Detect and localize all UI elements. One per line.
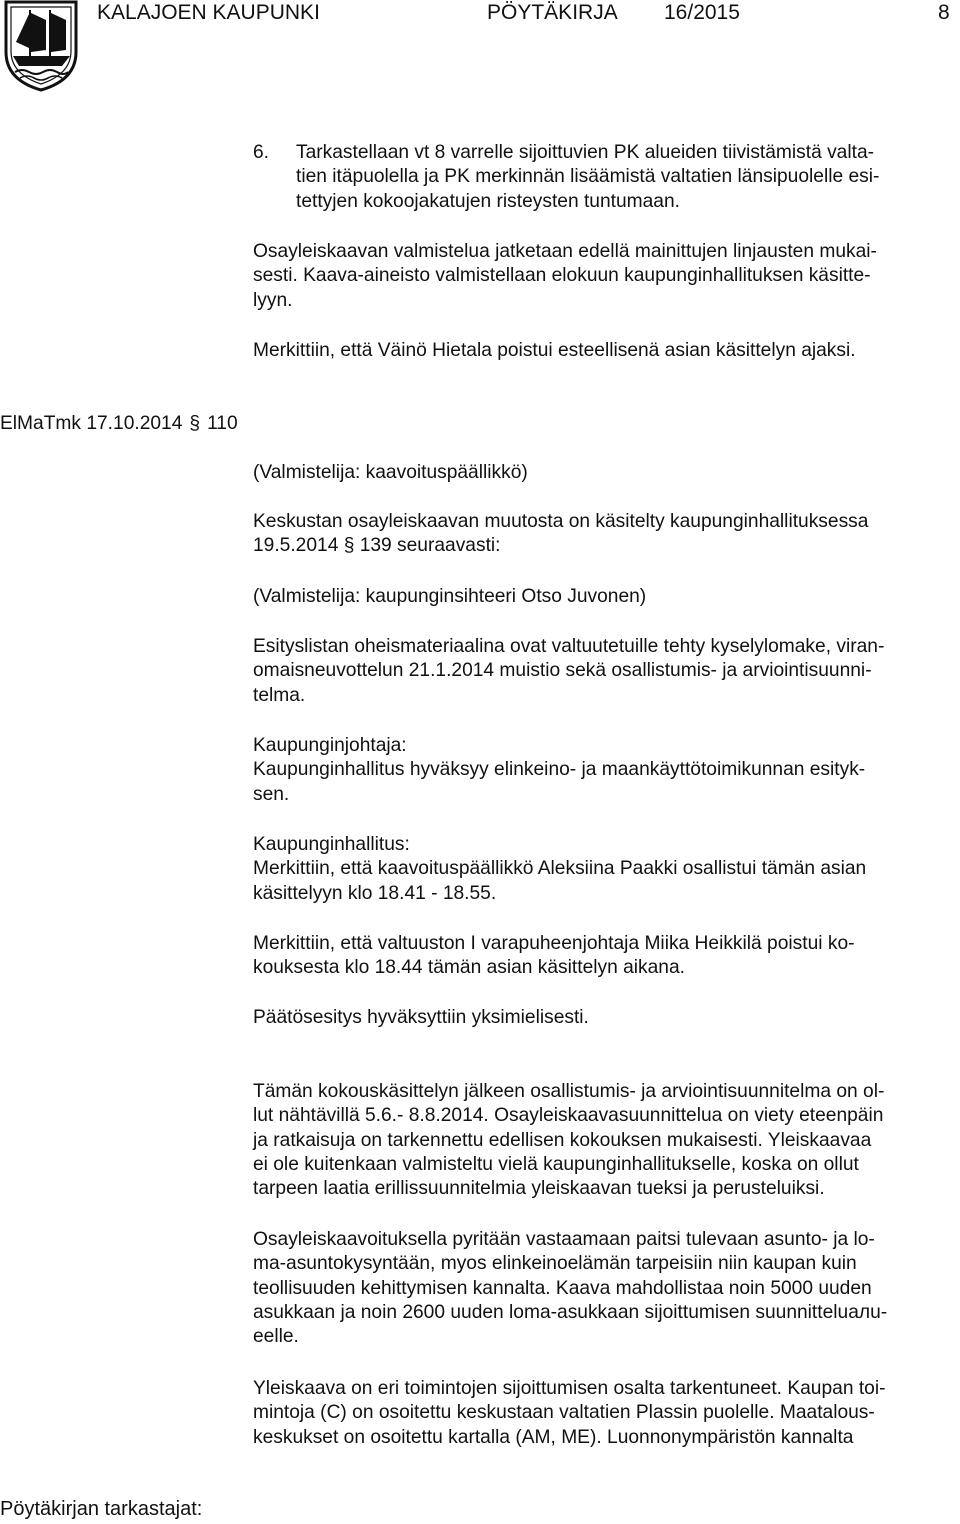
text-line: lut nähtävillä 5.6.- 8.8.2014. Osayleiskaavasuunnittelua on viety eteenpäin [253,1105,884,1127]
paragraph-heikkila [253,932,855,981]
section-prefix: ElMaTmk 17.10.2014 [0,413,183,434]
text-line: 19.5.2014 § 139 seuraavasti: [253,535,501,557]
text-line: teollisuuden kehittymisen kannalta. Kaava mahdollistaa noin 5000 uuden [253,1277,872,1299]
text-line: Osayleiskaavoituksella pyritään vastaamaan paitsi tulevaan asunto- ja lo- [253,1229,875,1250]
item-number: 6. [253,142,270,163]
footer-label: Pöytäkirjan tarkastajat: [0,1498,203,1520]
item-6-text [296,141,879,214]
text-line: Kaupunginhallitus hyväksyy elinkeino- ja maankäyttötoimikunnan esityk- [253,759,866,781]
text-line: sen. [253,783,290,805]
text-line: Merkittiin, että kaavoituspäällikkö Aleksiina Paakki osallistui tämän asian [253,858,867,880]
text-line: Osayleiskaavan valmistelua jatketaan edellä mainittujen linjausten mukai- [253,241,877,262]
text-line: sesti. Kaava-aineisto valmistellaan elokuun kaupunginhallituksen käsitte- [253,265,871,287]
text-line: lyyn. [253,289,293,311]
paragraph-yleiskaava [253,1377,885,1450]
text-line: mintoja (C) on osoitettu keskustaan valtatien Plassin puolelle. Maatalous- [253,1402,875,1424]
paragraph-hietala: Merkittiin, että Väinö Hietala poistui esteellisenä asian käsittelyn ajaksi. [253,340,856,361]
text-line: Tämän kokouskäsittelyn jälkeen osallistumis- ja arviointisuunnitelma on ol- [253,1081,885,1102]
text-line: Keskustan osayleiskaavan muutosta on käsitelty kaupunginhallituksessa [253,511,869,532]
text-line: Esityslistan oheismateriaalina ovat valtuutetuille tehty kyselylomake, viran- [253,636,885,657]
paragraph-taman [253,1080,884,1201]
text-line: asukkaan ja noin 2600 uuden loma-asukkaan sijoittumisen suunnitteluaлu- [253,1301,888,1323]
text-line: ma-asuntokysyntään, myos elinkeinoelämän tarpeisiin niin kaupan kuin [253,1253,857,1275]
text-line: eelle. [253,1326,299,1348]
text-line: Yleiskaava on eri toimintojen sijoittumisen osalta tarkentuneet. Kaupan toi- [253,1378,886,1399]
section-reference [0,412,238,436]
paragraph-kaupunginjohtaja [253,734,865,807]
header-org: KALAJOEN KAUPUNKI [97,1,320,24]
paragraph-valmistelija-1: (Valmistelija: kaavoituspäällikkö) [253,462,528,483]
header-doc-type: PÖYTÄKIRJA [487,1,618,24]
header-doc-number: 16/2015 [664,1,740,24]
text-line: kouksesta klo 18.44 tämän asian käsittelyn aikana. [253,957,685,979]
paragraph-esityslistan [253,635,884,708]
paragraph-valmistelija-2: (Valmistelija: kaupunginsihteeri Otso Juvonen) [253,586,647,607]
paragraph-keskustan [253,510,868,559]
text-line: ei ole kuitenkaan valmisteltu vielä kaupunginhallitukselle, koska on ollut [253,1153,859,1175]
text-line: ja ratkaisuja on tarkennettu edellisen kokouksen mukaisesti. Yleiskaavaa [253,1129,872,1151]
text-line: käsittelyyn klo 18.41 - 18.55. [253,882,497,904]
text-line: Tarkastellaan vt 8 varrelle sijoittuvien PK alueiden tiivistämistä valta- [296,142,875,163]
text-line: omaisneuvottelun 21.1.2014 muistio sekä osallistumis- ja arviointisuunni- [253,660,872,682]
text-line: Kaupunginhallitus: [253,834,410,855]
text-line: tettyjen kokoojakatujen risteysten tuntumaan. [296,190,680,212]
text-line: tarpeen laatia erillissuunnitelmia yleiskaavan tueksi ja perusteluiksi. [253,1178,825,1200]
section-symbol: § [189,413,201,434]
text-line: telma. [253,684,306,706]
paragraph-osayleiskaavoituksella [253,1228,887,1349]
text-line: tien itäpuolella ja PK merkinnän lisäämistä valtatien länsipuolelle esi- [296,166,880,188]
text-line: keskukset on osoitettu kartalla (AM, ME). Luonnonympäristön kannalta [253,1426,854,1448]
section-number: 110 [207,413,238,434]
paragraph-osayleiskaava [253,240,877,313]
paragraph-kaupunginhallitus [253,833,866,906]
header-page-number: 8 [938,1,950,24]
paragraph-paatosesitys: Päätösesitys hyväksyttiin yksimielisesti. [253,1007,589,1028]
text-line: Kaupunginjohtaja: [253,735,407,756]
text-line: Merkittiin, että valtuuston I varapuheenjohtaja Miika Heikkilä poistui ko- [253,933,855,954]
ship-crest-icon [2,0,80,92]
